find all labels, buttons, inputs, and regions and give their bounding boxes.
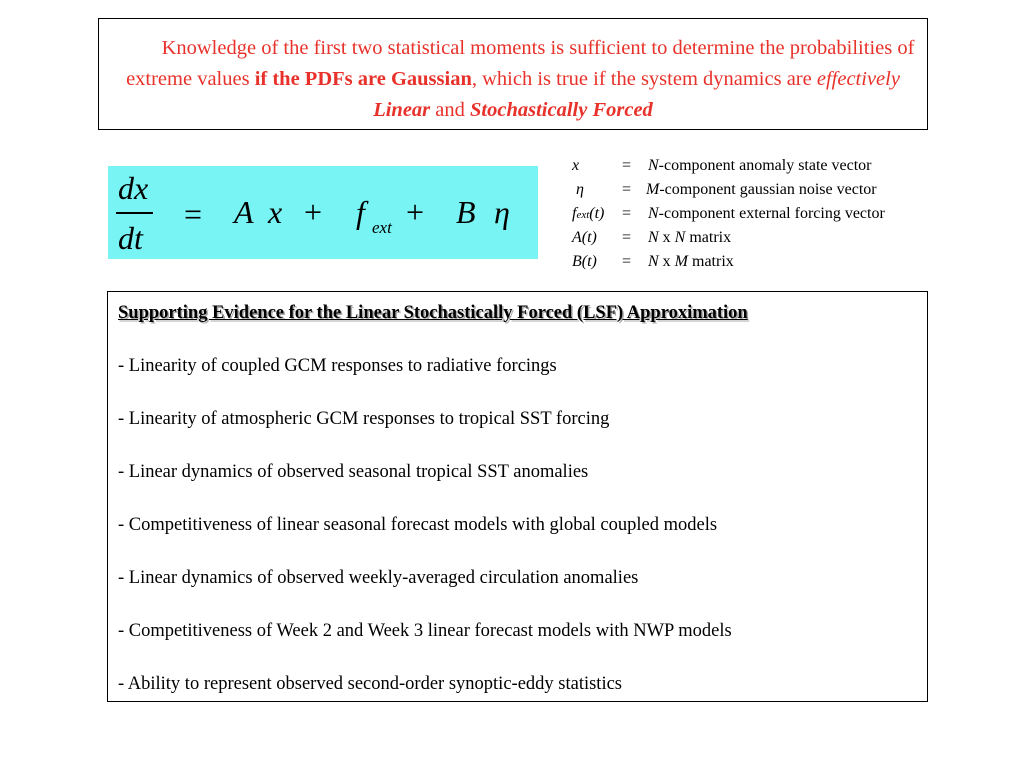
definition-mid: x xyxy=(658,229,675,246)
definition-equals: = xyxy=(622,229,632,246)
eq-A: A xyxy=(234,194,254,230)
definition-row xyxy=(572,250,1012,274)
intro-bolditalic-stochastic: Stochastically Forced xyxy=(470,99,653,121)
intro-italic-effectively: effectively xyxy=(816,68,900,90)
eq-numerator: dx xyxy=(118,170,149,206)
intro-text-2: , which is true if the system dynamics are xyxy=(471,68,817,90)
eq-B: B xyxy=(456,194,476,230)
definition-text: -component gaussian noise vector xyxy=(659,181,877,198)
intro-bold-gaussian: if the PDFs are Gaussian xyxy=(254,68,472,90)
definition-text: matrix xyxy=(688,253,734,270)
evidence-item: - Competitiveness of Week 2 and Week 3 linear forecast models with NWP models xyxy=(118,621,732,641)
definition-equals: = xyxy=(622,181,632,198)
definition-symbol: η xyxy=(576,181,584,198)
evidence-item: - Linear dynamics of observed seasonal tropical SST anomalies xyxy=(118,462,589,482)
definition-symbol: x xyxy=(572,157,580,174)
evidence-heading: Supporting Evidence for the Linear Stochastically Forced (LSF) Approximation xyxy=(118,303,748,323)
evidence-item: - Ability to represent observed second-order synoptic-eddy statistics xyxy=(118,674,622,694)
evidence-item: - Linear dynamics of observed weekly-averaged circulation anomalies xyxy=(118,568,639,588)
definition-subscript: ext xyxy=(576,209,590,221)
intro-text-3: and xyxy=(430,99,471,121)
definitions-list xyxy=(572,154,1012,274)
definition-var: M xyxy=(646,181,660,198)
definition-var: N xyxy=(648,205,659,222)
definition-row xyxy=(572,154,1012,178)
intro-text-1: Knowledge of the first two statistical moments is sufficient to determine the probabilities of extreme values xyxy=(126,37,915,90)
definition-symbol: f xyxy=(572,205,577,222)
definition-equals: = xyxy=(622,205,632,222)
eq-equals: = xyxy=(184,196,203,232)
evidence-item: - Linearity of coupled GCM responses to radiative forcings xyxy=(118,356,557,376)
definition-equals: = xyxy=(622,157,632,174)
evidence-box xyxy=(107,291,928,702)
definition-var2: N xyxy=(674,229,686,246)
eq-plus-1: + xyxy=(304,194,323,230)
evidence-item: - Linearity of atmospheric GCM responses to tropical SST forcing xyxy=(118,409,610,429)
eq-x: x xyxy=(268,194,283,230)
definition-mid: x xyxy=(658,253,675,270)
equation-box xyxy=(108,166,538,259)
fraction-bar xyxy=(116,212,153,214)
definition-var: N xyxy=(648,253,659,270)
eq-eta: η xyxy=(494,194,510,230)
definition-var: N xyxy=(648,157,659,174)
definition-symbol: B(t) xyxy=(572,253,597,270)
definition-arg: (t) xyxy=(589,205,605,222)
eq-denominator: dt xyxy=(118,220,143,256)
definition-row xyxy=(572,178,1012,202)
definition-row xyxy=(572,202,1012,226)
intro-box xyxy=(98,18,928,130)
definition-text: -component anomaly state vector xyxy=(658,157,872,174)
eq-f-subscript: ext xyxy=(372,218,392,237)
definition-equals: = xyxy=(622,253,632,270)
definition-var2: M xyxy=(674,253,688,270)
intro-bolditalic-linear: Linear xyxy=(373,99,431,121)
definition-text: matrix xyxy=(685,229,732,246)
eq-plus-2: + xyxy=(406,194,425,230)
definition-symbol: A(t) xyxy=(572,229,597,246)
definition-row xyxy=(572,226,1012,250)
definition-text: -component external forcing vector xyxy=(658,205,885,222)
definition-var: N xyxy=(648,229,659,246)
evidence-item: - Competitiveness of linear seasonal forecast models with global coupled models xyxy=(118,515,718,535)
eq-f: f xyxy=(356,194,365,230)
